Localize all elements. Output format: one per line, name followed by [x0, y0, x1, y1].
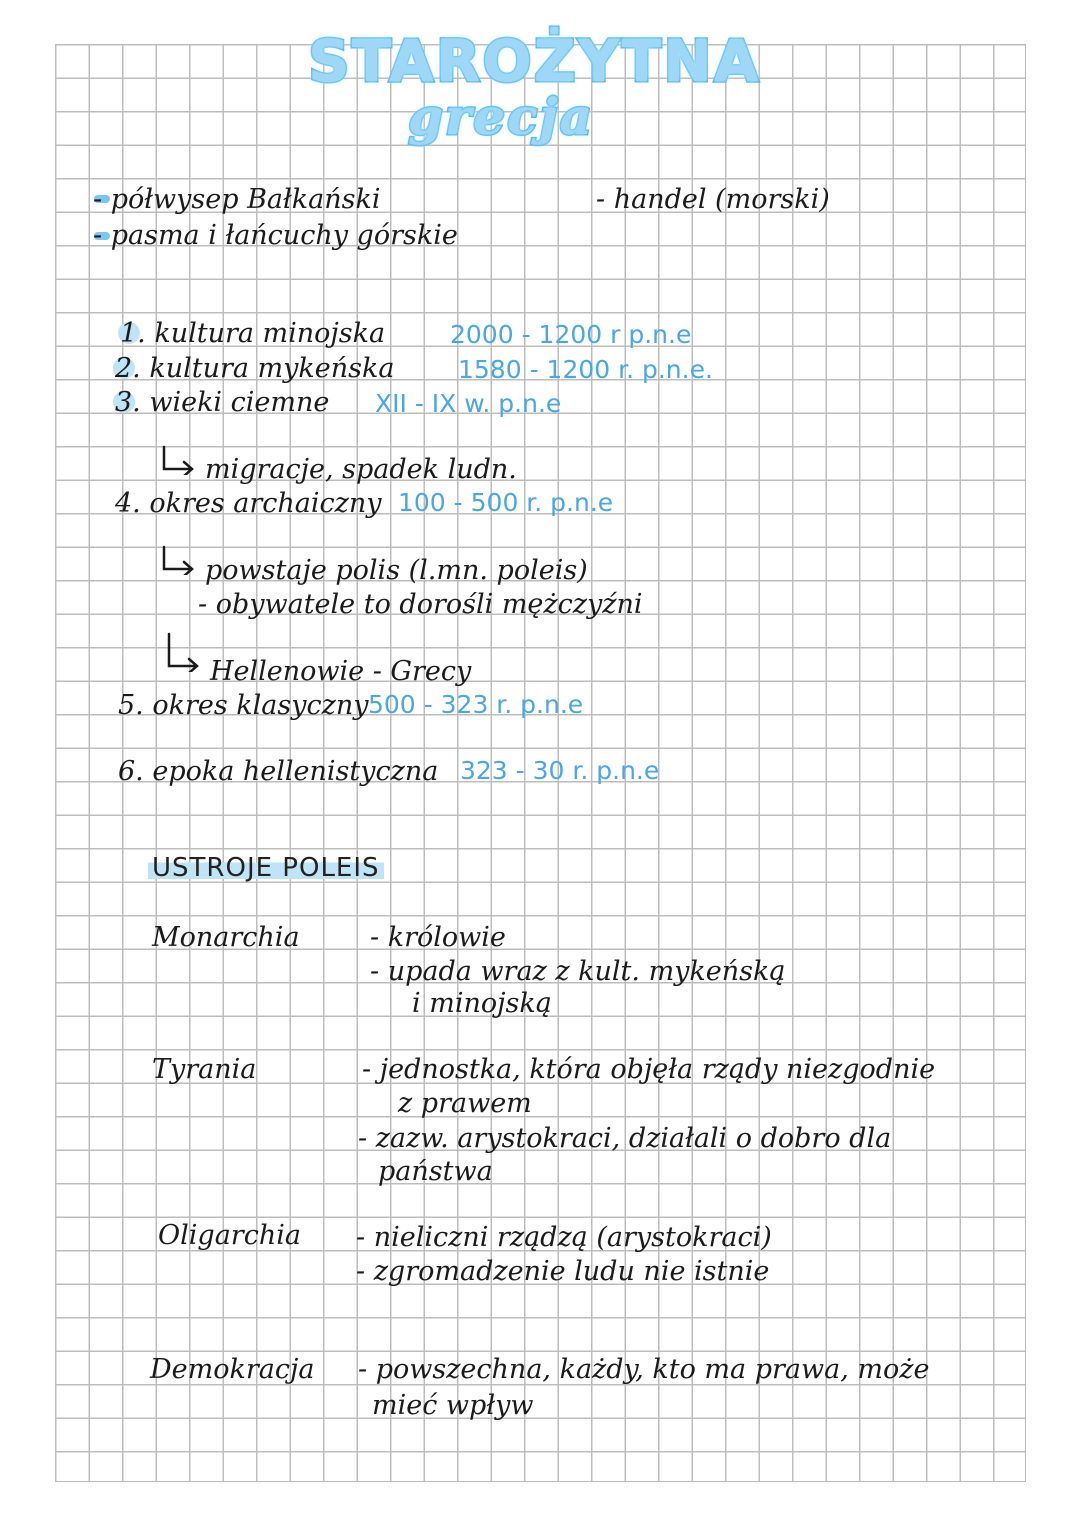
period-date: XII - IX w. p.n.e: [375, 389, 562, 418]
period-label: 4. okres archaiczny: [115, 488, 382, 519]
geo-item: - pasma i łańcuchy górskie: [93, 220, 458, 251]
note-text: Hellenowie - Grecy: [210, 656, 472, 687]
period-label: 2. kultura mykeńska: [115, 353, 395, 384]
arrow-icon: [163, 632, 203, 672]
geo-item: - półwysep Bałkański: [93, 184, 381, 215]
arrow-icon: [158, 445, 198, 475]
period-label: 1. kultura minojska: [120, 318, 386, 349]
system-line: - powszechna, każdy, kto ma prawa, może: [358, 1354, 930, 1385]
title-line-2: grecja: [408, 87, 595, 146]
system-name: Oligarchia: [158, 1220, 301, 1251]
period-date: 2000 - 1200 r p.n.e: [450, 320, 692, 349]
system-line: - jednostka, która objęła rządy niezgodnie: [362, 1054, 936, 1085]
geo-item: - handel (morski): [596, 184, 830, 215]
period-label: 6. epoka hellenistyczna: [118, 756, 439, 787]
period-date: 500 - 323 r. p.n.e: [368, 690, 584, 719]
period-label: 5. okres klasyczny: [118, 690, 369, 721]
title-line-1: STAROŻYTNA: [308, 27, 761, 95]
system-line: - zazw. arystokraci, działali o dobro dla: [358, 1123, 892, 1154]
period-label: 3. wieki ciemne: [115, 387, 330, 418]
system-name: Monarchia: [152, 922, 300, 953]
system-line: - upada wraz z kult. mykeńską: [370, 956, 786, 987]
system-name: Tyrania: [152, 1054, 257, 1085]
system-line: - królowie: [370, 922, 506, 953]
system-line: z prawem: [398, 1088, 532, 1119]
arrow-icon: [158, 545, 198, 575]
system-name: Demokracja: [150, 1354, 315, 1385]
note-text: migracje, spadek ludn.: [205, 454, 517, 485]
system-line: państwa: [378, 1156, 493, 1187]
period-date: 1580 - 1200 r. p.n.e.: [458, 355, 713, 384]
period-date: 100 - 500 r. p.n.e: [398, 488, 614, 517]
system-line: - zgromadzenie ludu nie istnie: [356, 1256, 770, 1287]
note-text: powstaje polis (l.mn. poleis): [205, 555, 588, 586]
period-date: 323 - 30 r. p.n.e: [460, 756, 660, 785]
system-line: mieć wpływ: [372, 1390, 534, 1421]
system-line: i minojską: [412, 988, 552, 1019]
section-heading: USTROJE POLEIS: [148, 855, 384, 881]
note-text: - obywatele to dorośli mężczyźni: [198, 589, 643, 620]
system-line: - nieliczni rządzą (arystokraci): [356, 1222, 772, 1253]
